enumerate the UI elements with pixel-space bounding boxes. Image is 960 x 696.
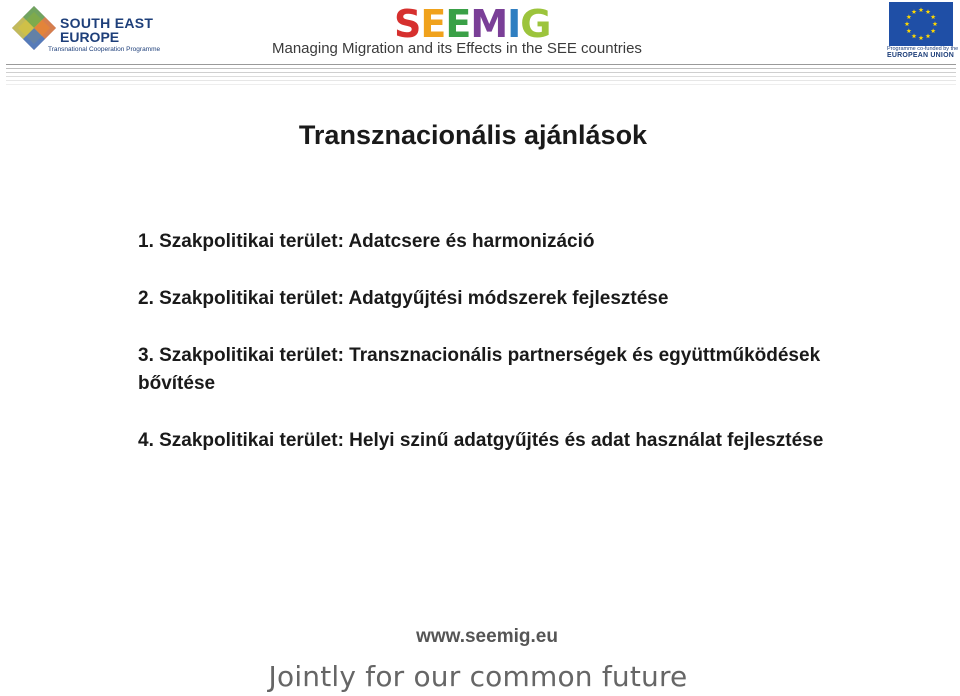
eu-name-label: EUROPEAN UNION xyxy=(887,52,954,59)
policy-area-item: 2. Szakpolitikai terület: Adatgyűjtési módszerek fejlesztése xyxy=(138,288,669,309)
footer-website-url: www.seemig.eu xyxy=(416,626,558,647)
slide-title: Transznacionális ajánlások xyxy=(298,120,648,150)
header-divider-lines xyxy=(6,64,956,88)
seemig-letter: M xyxy=(470,2,508,46)
footer-slogan: Jointly for our common future xyxy=(268,660,688,693)
south-east-europe-logo xyxy=(8,2,161,58)
policy-area-item: 3. Szakpolitikai terület: Transznacionális partnerségek és együttműködések bővítése xyxy=(138,345,821,394)
seemig-letter: G xyxy=(520,2,551,46)
seemig-logo xyxy=(394,4,574,44)
seemig-letter: E xyxy=(420,2,446,46)
seemig-letter: S xyxy=(394,2,421,46)
project-subtitle: Managing Migration and its Effects in the SEE countries xyxy=(272,40,642,57)
policy-area-item: 4. Szakpolitikai terület: Helyi szinű adatgyűjtés és adat használat fejlesztése xyxy=(138,430,824,451)
see-logo-line3: Transnational Cooperation Programme xyxy=(48,46,161,53)
eu-cofunded-label: Programme co-funded by the xyxy=(887,46,959,52)
see-logo-line2: EUROPE xyxy=(60,29,120,45)
eu-flag-icon xyxy=(889,2,953,46)
see-logo-line1: SOUTH EAST xyxy=(60,15,154,31)
policy-area-list xyxy=(138,228,838,484)
policy-area-item: 1. Szakpolitikai terület: Adatcsere és harmonizáció xyxy=(138,231,595,252)
slide-header xyxy=(0,0,960,90)
seemig-letter: I xyxy=(507,2,521,46)
seemig-letter: E xyxy=(445,2,471,46)
